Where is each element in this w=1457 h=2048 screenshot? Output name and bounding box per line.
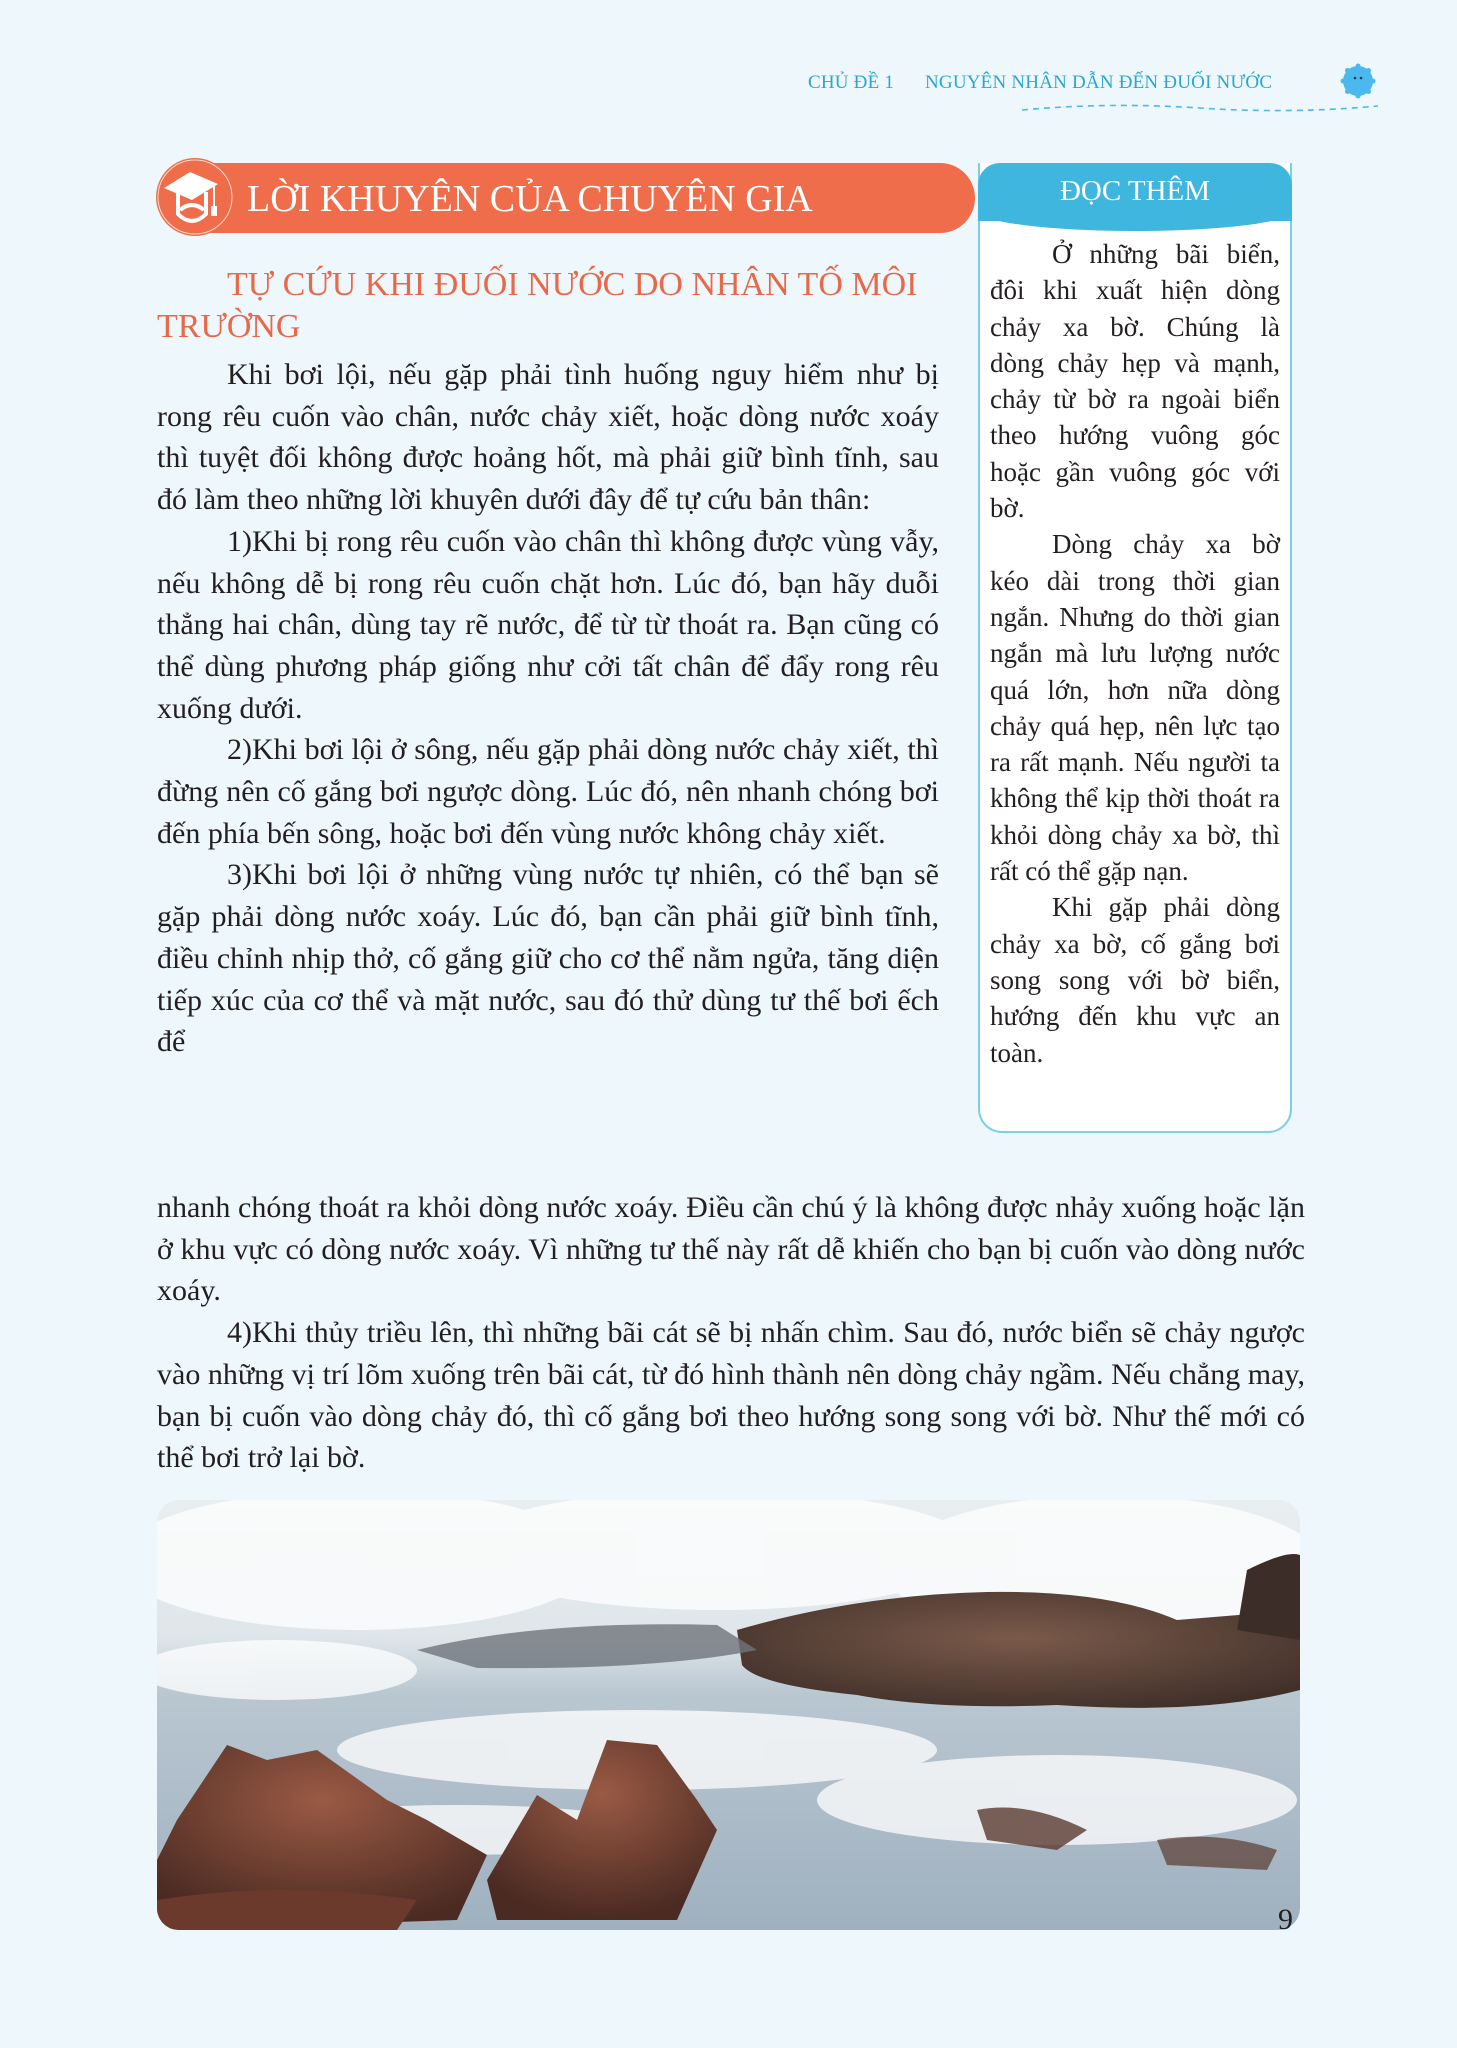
read-more-paragraph: Dòng chảy xa bờ kéo dài trong thời gian ngắn. Nhưng do thời gian ngắn mà lưu lượng nước quá lớn, hơn nữa dòng chảy quá hẹp, nên lực tạo ra rất mạnh. Nếu người ta không thể kịp thời thoát ra khỏi dòng chảy xa bờ, thì rất có thể gặp nạn.: [990, 529, 1280, 887]
read-more-paragraph: Ở những bãi biển, đôi khi xuất hiện dòng chảy xa bờ. Chúng là dòng chảy hẹp và mạnh, chảy từ bờ ra ngoài biển theo hướng vuông góc hoặc gần vuông góc với bờ.: [990, 239, 1280, 524]
banner-title: LỜI KHUYÊN CỦA CHUYÊN GIA: [247, 178, 813, 220]
read-more-header: [978, 163, 1292, 221]
smiling-sun-icon: [1340, 63, 1376, 99]
main-text-column: [157, 354, 939, 1063]
topic-label: CHỦ ĐỀ 1: [808, 72, 895, 93]
running-header: [808, 72, 1272, 94]
tip-4-paragraph: 4)Khi thủy triều lên, thì những bãi cát sẽ bị nhấn chìm. Sau đó, nước biển sẽ chảy ngược vào những vị trí lõm xuống trên bãi cát, từ đó hình thành nên dòng chảy ngầm. Nếu chẳng may, bạn bị cuốn vào dòng chảy đó, thì cố gắng bơi theo hướng song song với bờ. Như thế mới có thể bơi trở lại bờ.: [157, 1316, 1305, 1475]
chapter-title: NGUYÊN NHÂN DẪN ĐẾN ĐUỐI NƯỚC: [925, 72, 1273, 93]
tip-1-paragraph: 1)Khi bị rong rêu cuốn vào chân thì không được vùng vẫy, nếu không dễ bị rong rêu cuốn chặt hơn. Lúc đó, bạn hãy duỗi thẳng hai chân, dùng tay rẽ nước, để từ từ thoát ra. Bạn cũng có thể dùng phương pháp giống như cởi tất chân để đẩy rong rêu xuống dưới.: [157, 524, 939, 725]
sea-waves-rocks-photo: [157, 1500, 1300, 1930]
intro-paragraph: Khi bơi lội, nếu gặp phải tình huống nguy hiểm như bị rong rêu cuốn vào chân, nước chảy xiết, hoặc dòng nước xoáy thì tuyệt đối không được hoảng hốt, mà phải giữ bình tĩnh, sau đó làm theo những lời khuyên dưới đây để tự cứu bản thân:: [157, 358, 939, 517]
read-more-body: [990, 236, 1280, 1071]
tip-3-continued: nhanh chóng thoát ra khỏi dòng nước xoáy. Điều cần chú ý là không được nhảy xuống hoặc lặn ở khu vực có dòng nước xoáy. Vì những tư thế này rất dễ khiến cho bạn bị cuốn vào dòng nước xoáy.: [157, 1191, 1305, 1308]
graduate-cap-icon: [156, 158, 234, 236]
tip-2-paragraph: 2)Khi bơi lội ở sông, nếu gặp phải dòng nước chảy xiết, thì đừng nên cố gắng bơi ngược dòng. Lúc đó, nên nhanh chóng bơi đến phía bến sông, hoặc bơi đến vùng nước không chảy xiết.: [157, 733, 939, 850]
dashed-wave-divider: [1020, 100, 1380, 114]
read-more-paragraph: Khi gặp phải dòng chảy xa bờ, cố gắng bơi song song với bờ biển, hướng đến khu vực an toàn.: [990, 892, 1280, 1068]
section-banner: [205, 163, 975, 233]
page-number: 9: [1278, 1903, 1293, 1936]
tip-3-paragraph: 3)Khi bơi lội ở những vùng nước tự nhiên, có thể bạn sẽ gặp phải dòng nước xoáy. Lúc đó, bạn cần phải giữ bình tĩnh, điều chỉnh nhịp thở, cố gắng giữ cho cơ thể nằm ngửa, tăng diện tiếp xúc của cơ thể và mặt nước, sau đó thử dùng tư thế bơi ếch để: [157, 858, 939, 1059]
section-subtitle: TỰ CỨU KHI ĐUỐI NƯỚC DO NHÂN TỐ MÔI TRƯỜNG: [157, 266, 918, 345]
main-text-wide: [157, 1187, 1305, 1479]
read-more-title: ĐỌC THÊM: [1059, 175, 1211, 207]
